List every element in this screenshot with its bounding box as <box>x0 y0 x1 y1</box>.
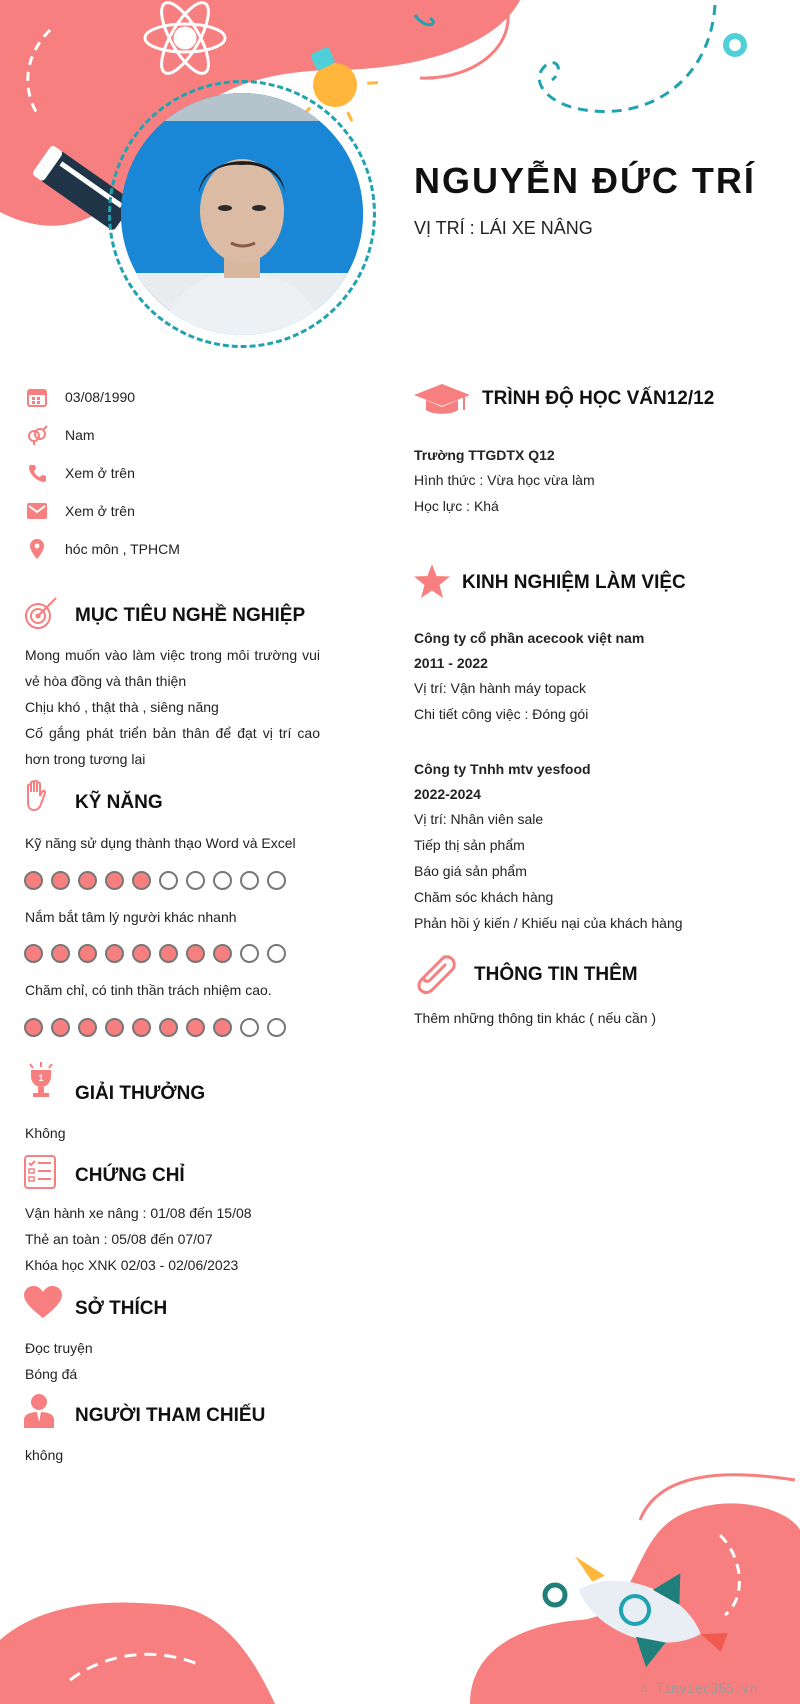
job-detail: Vị trí: Vận hành máy topack <box>414 680 586 696</box>
profile-photo-frame <box>108 80 376 348</box>
job-detail: Chi tiết công việc : Đóng gói <box>414 706 589 722</box>
location-pin-icon <box>26 538 48 560</box>
education-school: Trường TTGDTX Q12 <box>414 447 555 463</box>
skill-label: Kỹ năng sử dụng thành thạo Word và Excel <box>25 835 296 851</box>
certificate-line: Khóa học XNK 02/03 - 02/06/2023 <box>25 1257 239 1273</box>
skill-dot-filled <box>132 944 151 963</box>
contact-phone <box>26 461 135 485</box>
job-detail: Vị trí: Nhân viên sale <box>414 811 544 827</box>
objective-line: Mong muốn vào làm việc trong môi trường vui vẻ hòa đồng và thân thiện <box>25 647 320 689</box>
certificate-line: Vận hành xe nâng : 01/08 đến 15/08 <box>25 1205 252 1221</box>
education-title: TRÌNH ĐỘ HỌC VẤN12/12 <box>482 388 715 409</box>
person-icon <box>24 1394 54 1433</box>
job-period: 2022-2024 <box>414 786 481 802</box>
skill-dot-filled <box>24 1018 43 1037</box>
job-detail: Tiếp thị sản phẩm <box>414 837 525 853</box>
svg-text:1: 1 <box>38 1073 44 1083</box>
extra-text: Thêm những thông tin khác ( nếu cần ) <box>414 1010 657 1026</box>
contact-email <box>26 499 135 523</box>
calendar-icon <box>26 386 48 408</box>
profile-photo <box>121 93 363 335</box>
skill-dot-filled <box>213 944 232 963</box>
skill-dot-filled <box>78 871 97 890</box>
skill-dot-filled <box>105 871 124 890</box>
job-position: VỊ TRÍ : LÁI XE NÂNG <box>414 218 593 238</box>
contact-address-text: hóc môn , TPHCM <box>65 541 180 557</box>
hobbies-title: SỞ THÍCH <box>75 1298 168 1319</box>
objective-text <box>25 642 320 772</box>
skill-dot-filled <box>105 1018 124 1037</box>
skill-rating <box>24 871 286 890</box>
job-company: Công ty Tnhh mtv yesfood <box>414 761 591 777</box>
skill-dot-filled <box>186 1018 205 1037</box>
objective-title: MỤC TIÊU NGHỀ NGHIỆP <box>75 605 306 626</box>
job-detail: Phản hồi ý kiến / Khiếu nại của khách hàng <box>414 915 683 931</box>
gender-icon <box>26 424 48 446</box>
skill-dot-empty <box>267 1018 286 1037</box>
objective-line: Cố gắng phát triển bản thân để đạt vị trí cao hơn trong tương lai <box>25 725 320 767</box>
contact-address <box>26 537 180 561</box>
skill-rating <box>24 1018 286 1037</box>
skill-dot-filled <box>24 944 43 963</box>
skill-dot-filled <box>51 1018 70 1037</box>
awards-text: Không <box>25 1125 66 1141</box>
skill-dot-empty <box>267 871 286 890</box>
contact-phone-text: Xem ở trên <box>65 465 135 481</box>
hobby-line: Bóng đá <box>25 1366 78 1382</box>
skill-dot-filled <box>78 1018 97 1037</box>
skill-dot-filled <box>105 944 124 963</box>
references-title: NGƯỜI THAM CHIẾU <box>75 1405 266 1426</box>
skill-rating <box>24 944 286 963</box>
skill-dot-empty <box>240 1018 259 1037</box>
contact-email-text: Xem ở trên <box>65 503 135 519</box>
experience-title: KINH NGHIỆM LÀM VIỆC <box>462 572 686 593</box>
extra-title: THÔNG TIN THÊM <box>474 964 638 985</box>
skill-dot-filled <box>159 944 178 963</box>
skill-label: Nắm bắt tâm lý người khác nhanh <box>25 909 237 925</box>
skill-dot-empty <box>240 944 259 963</box>
checklist-icon <box>24 1155 56 1194</box>
trophy-icon <box>24 1062 58 1105</box>
hand-icon <box>24 780 48 817</box>
email-icon <box>26 500 48 522</box>
skill-dot-filled <box>132 1018 151 1037</box>
skill-dot-filled <box>186 944 205 963</box>
skill-dot-filled <box>159 1018 178 1037</box>
contact-dob-text: 03/08/1990 <box>65 389 136 405</box>
paperclip-icon <box>414 953 458 1000</box>
job-detail: Báo giá sản phẩm <box>414 863 527 879</box>
target-icon <box>24 596 58 635</box>
skill-dot-filled <box>51 871 70 890</box>
skill-dot-empty <box>159 871 178 890</box>
skill-dot-filled <box>24 871 43 890</box>
phone-icon <box>26 462 48 484</box>
candidate-name: NGUYỄN ĐỨC TRÍ <box>414 160 756 201</box>
skill-dot-empty <box>186 871 205 890</box>
heart-icon <box>24 1286 62 1323</box>
skill-dot-empty <box>240 871 259 890</box>
skill-dot-filled <box>78 944 97 963</box>
awards-title: GIẢI THƯỞNG <box>75 1083 206 1104</box>
certificates-title: CHỨNG CHỈ <box>75 1165 185 1186</box>
contact-dob <box>26 385 136 409</box>
skill-dot-filled <box>132 871 151 890</box>
job-company: Công ty cổ phần acecook việt nam <box>414 630 645 646</box>
hobby-line: Đọc truyện <box>25 1340 93 1356</box>
certificate-line: Thẻ an toàn : 05/08 đến 07/07 <box>25 1231 213 1247</box>
skills-title: KỸ NĂNG <box>75 792 163 813</box>
objective-line: Chịu khó , thật thà , siêng năng <box>25 699 219 715</box>
graduation-cap-icon <box>414 382 470 421</box>
contact-gender <box>26 423 95 447</box>
skill-dot-empty <box>213 871 232 890</box>
education-line: Học lực : Khá <box>414 498 499 514</box>
watermark: ∴ Timviec365.vn <box>640 1682 758 1697</box>
references-text: không <box>25 1447 64 1463</box>
contact-gender-text: Nam <box>65 427 95 443</box>
skill-dot-filled <box>213 1018 232 1037</box>
education-line: Hình thức : Vừa học vừa làm <box>414 472 595 488</box>
star-icon <box>414 564 450 603</box>
job-period: 2011 - 2022 <box>414 655 488 671</box>
skill-label: Chăm chỉ, có tinh thần trách nhiệm cao. <box>25 982 272 998</box>
job-detail: Chăm sóc khách hàng <box>414 889 554 905</box>
skill-dot-empty <box>267 944 286 963</box>
skill-dot-filled <box>51 944 70 963</box>
